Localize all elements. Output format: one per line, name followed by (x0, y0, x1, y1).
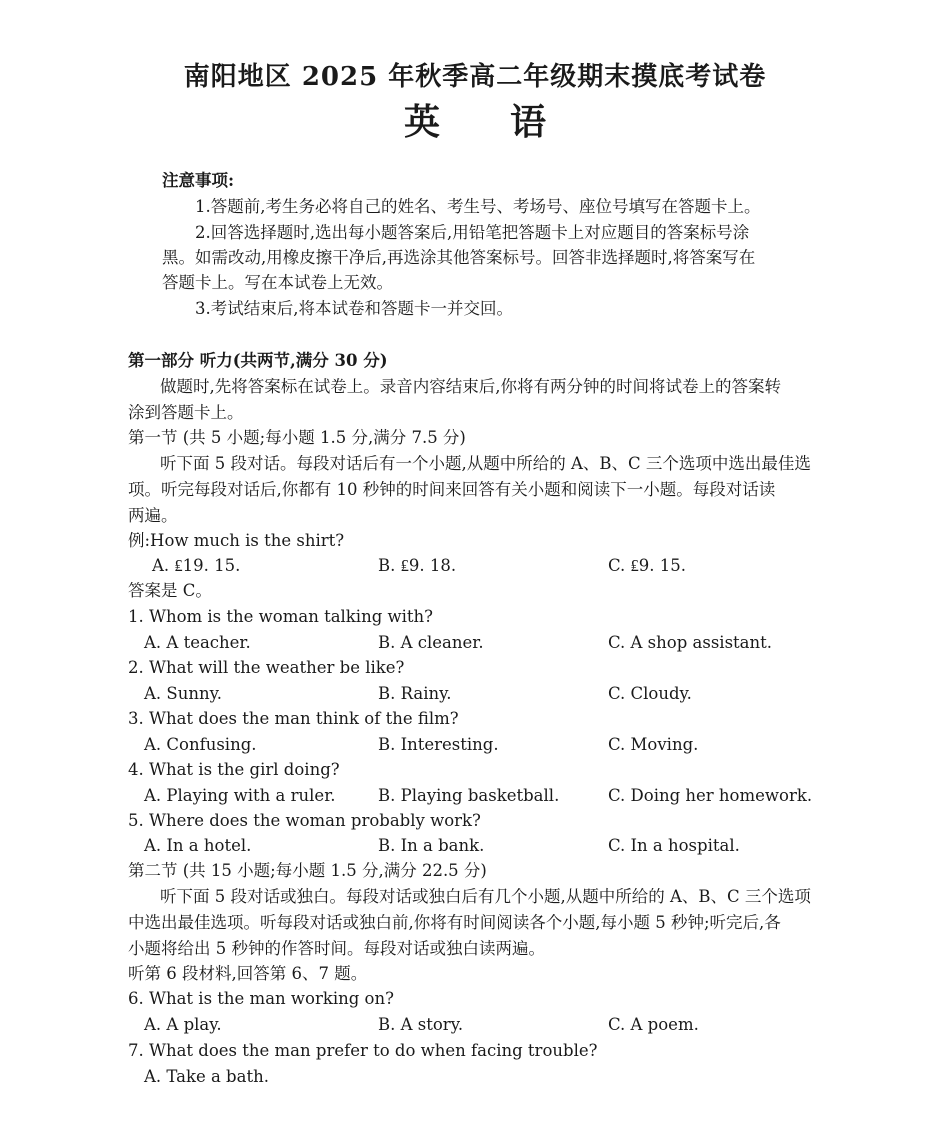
notice-item-2-line-2: 黑。如需改动,用橡皮擦干净后,再选涂其他答案标号。回答非选择题时,将答案写在 (162, 248, 756, 267)
question-3-option-a: A. Confusing. (144, 735, 257, 754)
example-option-c: C. ₤9. 15. (608, 556, 687, 575)
question-2: 2. What will the weather be like? (128, 658, 405, 677)
notice-heading: 注意事项: (162, 171, 235, 190)
question-5: 5. Where does the woman probably work? (128, 811, 481, 830)
question-6: 6. What is the man working on? (128, 989, 394, 1008)
material-6-instruction: 听第 6 段材料,回答第 6、7 题。 (128, 964, 368, 983)
section1-intro-line-2: 项。听完每段对话后,你都有 10 秒钟的时间来回答有关小题和阅读下一小题。每段对话读 (128, 480, 776, 499)
part1-intro-line-1: 做题时,先将答案标在试卷上。录音内容结束后,你将有两分钟的时间将试卷上的答案转 (160, 377, 781, 396)
question-3: 3. What does the man think of the film? (128, 709, 459, 728)
notice-item-1: 1.答题前,考生务必将自己的姓名、考生号、考场号、座位号填写在答题卡上。 (195, 197, 761, 216)
question-4-option-c: C. Doing her homework. (608, 786, 813, 805)
section1-heading: 第一节 (共 5 小题;每小题 1.5 分,满分 7.5 分) (128, 428, 466, 447)
question-1-option-c: C. A shop assistant. (608, 633, 773, 652)
question-4: 4. What is the girl doing? (128, 760, 340, 779)
part1-intro-line-2: 涂到答题卡上。 (128, 403, 244, 422)
section2-intro-line-2: 中选出最佳选项。听每段对话或独白前,你将有时间阅读各个小题,每小题 5 秒钟;听完后,各 (128, 913, 781, 932)
question-1: 1. Whom is the woman talking with? (128, 607, 434, 626)
question-1-option-b: B. A cleaner. (378, 633, 484, 652)
question-5-option-a: A. In a hotel. (144, 836, 252, 855)
example-answer: 答案是 C。 (128, 581, 212, 600)
notice-item-2-line-3: 答题卡上。写在本试卷上无效。 (162, 273, 393, 292)
section1-intro-line-3: 两遍。 (128, 506, 178, 525)
question-7: 7. What does the man prefer to do when facing trouble? (128, 1041, 598, 1060)
section2-heading: 第二节 (共 15 小题;每小题 1.5 分,满分 22.5 分) (128, 861, 487, 880)
example-option-b: B. ₤9. 18. (378, 556, 457, 575)
question-4-option-a: A. Playing with a ruler. (144, 786, 336, 805)
question-2-option-c: C. Cloudy. (608, 684, 692, 703)
section2-intro-line-3: 小题将给出 5 秒钟的作答时间。每段对话或独白读两遍。 (128, 939, 545, 958)
example-question: 例:How much is the shirt? (128, 531, 345, 550)
question-3-option-c: C. Moving. (608, 735, 699, 754)
question-2-option-a: A. Sunny. (144, 684, 222, 703)
notice-item-3: 3.考试结束后,将本试卷和答题卡一并交回。 (195, 299, 513, 318)
section1-intro-line-1: 听下面 5 段对话。每段对话后有一个小题,从题中所给的 A、B、C 三个选项中选出最佳选 (160, 454, 811, 473)
part1-heading: 第一部分 听力(共两节,满分 30 分) (128, 351, 388, 370)
exam-title: 南阳地区 2025 年秋季高二年级期末摸底考试卷 (183, 62, 767, 92)
question-6-option-c: C. A poem. (608, 1015, 699, 1034)
question-7-option-a: A. Take a bath. (144, 1067, 269, 1086)
question-4-option-b: B. Playing basketball. (378, 786, 560, 805)
question-6-option-b: B. A story. (378, 1015, 464, 1034)
question-5-option-c: C. In a hospital. (608, 836, 740, 855)
question-2-option-b: B. Rainy. (378, 684, 452, 703)
example-option-a: A. ₤19. 15. (152, 556, 241, 575)
question-3-option-b: B. Interesting. (378, 735, 499, 754)
question-5-option-b: B. In a bank. (378, 836, 485, 855)
section2-intro-line-1: 听下面 5 段对话或独白。每段对话或独白后有几个小题,从题中所给的 A、B、C 三个选项 (160, 887, 811, 906)
notice-item-2-line-1: 2.回答选择题时,选出每小题答案后,用铅笔把答题卡上对应题目的答案标号涂 (195, 223, 750, 242)
subject-title: 英语 (403, 101, 616, 143)
question-6-option-a: A. A play. (144, 1015, 222, 1034)
question-1-option-a: A. A teacher. (144, 633, 251, 652)
